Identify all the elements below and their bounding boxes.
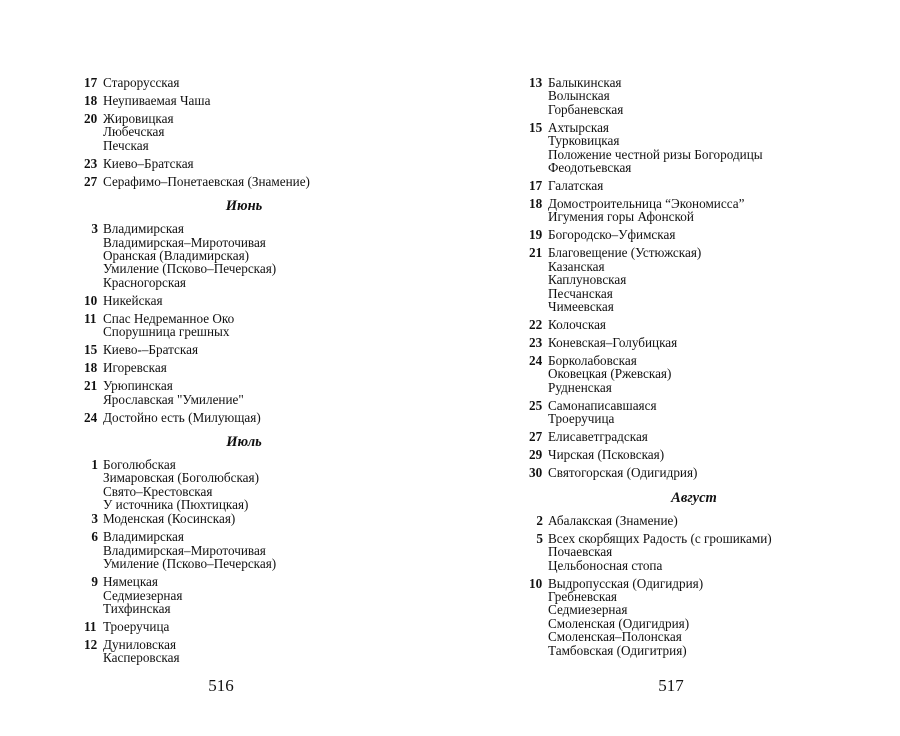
entry-first-line: [529, 179, 859, 192]
entry-first-line: [84, 575, 404, 588]
entry-continuation-line: [529, 148, 859, 161]
entry-first-line: [529, 121, 859, 134]
calendar-entry: [84, 157, 404, 170]
calendar-entry: [529, 318, 859, 331]
icon-name-text: Печская: [103, 137, 149, 153]
day-number: 6: [91, 529, 98, 545]
calendar-entry: [84, 458, 404, 512]
icon-name-text: Турковицкая: [548, 133, 620, 149]
day-number: 2: [536, 512, 543, 528]
calendar-entry: [84, 575, 404, 615]
entry-continuation-line: [529, 545, 859, 558]
calendar-entry: [529, 336, 859, 349]
day-number: 20: [84, 111, 98, 126]
entry-continuation-line: [529, 412, 859, 425]
entry-first-line: [84, 638, 404, 651]
day-number: 11: [84, 618, 97, 634]
entry-first-line: [84, 94, 404, 107]
entry-first-line: [84, 379, 404, 392]
icon-name-text: Богородско–Уфимская: [548, 227, 676, 243]
entry-first-line: [84, 157, 404, 170]
entry-first-line: [529, 532, 859, 545]
right-page: [450, 0, 900, 736]
entry-first-line: [84, 620, 404, 633]
calendar-entry: [529, 399, 859, 426]
icon-name-text: Положение честной ризы Богородицы: [548, 146, 763, 162]
icon-name-text: Елисаветградская: [548, 429, 648, 445]
icon-name-text: Спорушница грешных: [103, 324, 230, 340]
entry-continuation-line: [84, 325, 404, 338]
entry-first-line: [84, 361, 404, 374]
entry-continuation-line: [84, 125, 404, 138]
icon-name-text: Любечская: [103, 124, 165, 140]
icon-name-text: Владимирская: [103, 529, 184, 545]
day-number: 17: [529, 178, 543, 194]
entry-continuation-line: [529, 630, 859, 643]
icon-name-text: Боголюбская: [103, 457, 176, 473]
entry-continuation-line: [84, 276, 404, 289]
icon-name-text: Владимирская–Мироточивая: [103, 234, 266, 250]
icon-name-text: Казанская: [548, 258, 605, 274]
icon-name-text: Игоревская: [103, 360, 167, 376]
entry-continuation-line: [84, 236, 404, 249]
entry-continuation-line: [84, 498, 404, 511]
icon-name-text: Феодотьевская: [548, 160, 632, 176]
entry-continuation-line: [529, 381, 859, 394]
entry-continuation-line: [529, 103, 859, 116]
icon-name-text: Рудненская: [548, 379, 612, 395]
icon-name-text: Спас Недреманное Око: [103, 310, 235, 326]
calendar-entry: [529, 532, 859, 572]
icon-name-text: Абалакская (Знамение): [548, 512, 678, 528]
entry-continuation-line: [529, 300, 859, 313]
entry-first-line: [84, 112, 404, 125]
icon-name-text: Домостроительница “Экономисса”: [548, 196, 745, 212]
icon-name-text: Ярославская "Умиление": [103, 391, 244, 407]
day-number: 27: [529, 429, 543, 445]
entry-continuation-line: [84, 589, 404, 602]
icon-name-text: Красногорская: [103, 274, 186, 290]
day-number: 29: [529, 447, 543, 463]
icon-name-text: Тихфинская: [103, 600, 171, 616]
left-page-column: [84, 76, 404, 669]
calendar-entry: [529, 179, 859, 192]
icon-name-text: Серафимо–Понетаевская (Знамение): [103, 173, 310, 189]
entry-first-line: [529, 577, 859, 590]
calendar-entry: [84, 175, 404, 188]
icon-name-text: Песчанская: [548, 285, 613, 301]
entry-continuation-line: [84, 544, 404, 557]
day-number: 25: [529, 397, 543, 413]
entry-continuation-line: [529, 273, 859, 286]
calendar-entry: [84, 294, 404, 307]
icon-name-text: Седмиезерная: [548, 602, 628, 618]
day-number: 21: [529, 245, 543, 261]
entry-continuation-line: [529, 367, 859, 380]
entry-continuation-line: [529, 134, 859, 147]
entry-continuation-line: [84, 471, 404, 484]
calendar-entry: [529, 354, 859, 394]
calendar-entry: [84, 638, 404, 665]
entry-continuation-line: [84, 393, 404, 406]
icon-name-text: Чимеевская: [548, 299, 614, 315]
entry-continuation-line: [529, 287, 859, 300]
calendar-entry: [84, 343, 404, 356]
day-number: 3: [91, 221, 98, 237]
entry-continuation-line: [84, 557, 404, 570]
day-number: 3: [91, 511, 98, 527]
icon-name-text: Оковецкая (Ржевская): [548, 366, 672, 382]
entry-continuation-line: [84, 485, 404, 498]
icon-name-text: Моденская (Косинская): [103, 511, 236, 527]
day-number: 10: [529, 575, 543, 591]
entry-continuation-line: [529, 210, 859, 223]
icon-name-text: Старорусская: [103, 75, 180, 90]
calendar-entry: [529, 466, 859, 479]
entry-continuation-line: [529, 644, 859, 657]
day-number: 19: [529, 227, 543, 243]
day-number: 27: [84, 173, 98, 189]
entry-continuation-line: [84, 602, 404, 615]
icon-name-text: Никейская: [103, 292, 163, 308]
entry-first-line: [529, 228, 859, 241]
entry-first-line: [529, 354, 859, 367]
icon-name-text: Владимирская: [103, 221, 184, 237]
icon-name-text: Всех скорбящих Радость (с грошиками): [548, 530, 772, 546]
day-number: 21: [84, 378, 98, 394]
icon-name-text: Борколабовская: [548, 353, 637, 369]
icon-name-text: Галатская: [548, 178, 604, 194]
day-number: 30: [529, 465, 543, 481]
icon-name-text: Цельбоносная стопа: [548, 557, 663, 573]
right-page-column: [529, 76, 859, 662]
icon-name-text: Горбаневская: [548, 101, 624, 117]
calendar-entry: [529, 577, 859, 657]
icon-name-text: Владимирская–Мироточивая: [103, 542, 266, 558]
day-number: 17: [84, 75, 98, 90]
month-heading: Август: [671, 489, 717, 506]
icon-name-text: У источника (Пюхтицкая): [103, 497, 249, 513]
day-number: 18: [84, 93, 98, 108]
calendar-entry: [529, 448, 859, 461]
entry-first-line: [84, 530, 404, 543]
entry-first-line: [529, 399, 859, 412]
calendar-entry: [529, 121, 859, 175]
icon-name-text: Нямецкая: [103, 574, 158, 590]
calendar-entry: [529, 514, 859, 527]
icon-name-text: Урюпинская: [103, 378, 173, 394]
entry-first-line: [84, 343, 404, 356]
icon-name-text: Волынская: [548, 88, 610, 104]
day-number: 10: [84, 292, 98, 308]
entry-first-line: [529, 336, 859, 349]
icon-name-text: Троеручица: [548, 411, 615, 427]
entry-continuation-line: [84, 651, 404, 664]
icon-name-text: Коневская–Голубицкая: [548, 335, 678, 351]
entry-first-line: [84, 458, 404, 471]
icon-name-text: Неупиваемая Чаша: [103, 93, 211, 108]
icon-name-text: Свято–Крестовская: [103, 483, 213, 499]
day-number: 23: [529, 335, 543, 351]
icon-name-text: Благовещение (Устюжская): [548, 245, 702, 261]
icon-name-text: Игумения горы Афонской: [548, 209, 694, 225]
calendar-entry: [84, 222, 404, 289]
month-heading: Июль: [226, 434, 262, 451]
calendar-entry: [84, 620, 404, 633]
day-number: 23: [84, 155, 98, 171]
page-number-right: 517: [658, 676, 684, 695]
entry-first-line: [529, 514, 859, 527]
icon-name-text: Почаевская: [548, 544, 613, 560]
day-number: 15: [84, 342, 98, 358]
entry-first-line: [529, 197, 859, 210]
month-heading: Июнь: [225, 198, 263, 215]
day-number: 24: [84, 409, 98, 425]
day-number: 24: [529, 353, 543, 369]
icon-name-text: Достойно есть (Милующая): [103, 409, 261, 425]
entry-continuation-line: [529, 559, 859, 572]
icon-name-text: Колочская: [548, 317, 607, 333]
day-number: 5: [536, 530, 543, 546]
icon-name-text: Смоленская–Полонская: [548, 629, 682, 645]
icon-name-text: Каплуновская: [548, 272, 627, 288]
entry-continuation-line: [529, 617, 859, 630]
entry-first-line: [529, 466, 859, 479]
calendar-entry: [84, 112, 404, 152]
day-number: 11: [84, 310, 97, 326]
entry-continuation-line: [84, 249, 404, 262]
icon-name-text: Касперовская: [103, 650, 180, 666]
entry-continuation-line: [84, 139, 404, 152]
entry-continuation-line: [529, 603, 859, 616]
icon-name-text: Зимаровская (Боголюбская): [103, 470, 259, 486]
icon-name-text: Умиление (Псково–Печерская): [103, 261, 277, 277]
day-number: 15: [529, 119, 543, 135]
calendar-entry: [529, 430, 859, 443]
day-number: 18: [84, 360, 98, 376]
calendar-entry: [84, 411, 404, 424]
icon-name-text: Киево-–Братская: [103, 342, 199, 358]
entry-first-line: [529, 76, 859, 89]
calendar-entry: [84, 530, 404, 570]
icon-name-text: Троеручица: [103, 618, 170, 634]
icon-name-text: Балыкинская: [548, 75, 622, 90]
entry-first-line: [84, 175, 404, 188]
entry-first-line: [84, 411, 404, 424]
icon-name-text: Смоленская (Одигидрия): [548, 615, 690, 631]
calendar-entry: [84, 379, 404, 406]
day-number: 9: [91, 574, 98, 590]
icon-name-text: Оранская (Владимирская): [103, 248, 250, 264]
icon-name-text: Выдропусская (Одигидрия): [548, 575, 704, 591]
entry-first-line: [529, 430, 859, 443]
page-number-left: 516: [208, 676, 234, 695]
day-number: 12: [84, 636, 98, 652]
icon-name-text: Седмиезерная: [103, 587, 183, 603]
calendar-entry: [529, 228, 859, 241]
entry-first-line: [84, 76, 404, 89]
icon-name-text: Дуниловская: [103, 636, 177, 652]
calendar-entry: [529, 197, 859, 224]
entry-continuation-line: [84, 262, 404, 275]
entry-first-line: [84, 222, 404, 235]
calendar-entry: [84, 94, 404, 107]
calendar-entry: [84, 512, 404, 525]
icon-name-text: Тамбовская (Одигитрия): [548, 642, 687, 658]
entry-first-line: [529, 448, 859, 461]
entry-continuation-line: [529, 89, 859, 102]
day-number: 22: [529, 317, 543, 333]
entry-first-line: [84, 312, 404, 325]
icon-name-text: Жировицкая: [103, 111, 174, 126]
calendar-entry: [84, 312, 404, 339]
entry-first-line: [84, 512, 404, 525]
calendar-entry: [529, 76, 859, 116]
icon-name-text: Самонаписавшаяся: [548, 397, 657, 413]
entry-first-line: [529, 246, 859, 259]
entry-continuation-line: [529, 590, 859, 603]
entry-first-line: [529, 318, 859, 331]
calendar-entry: [529, 246, 859, 313]
icon-name-text: Гребневская: [548, 588, 617, 604]
icon-name-text: Святогорская (Одигидрия): [548, 465, 698, 481]
day-number: 18: [529, 196, 543, 212]
day-number: 1: [91, 457, 98, 473]
entry-continuation-line: [529, 260, 859, 273]
day-number: 13: [529, 75, 543, 90]
icon-name-text: Киево–Братская: [103, 155, 194, 171]
icon-name-text: Умиление (Псково–Печерская): [103, 556, 277, 572]
icon-name-text: Ахтырская: [548, 119, 609, 135]
calendar-entry: [84, 76, 404, 89]
icon-name-text: Чирская (Псковская): [548, 447, 665, 463]
entry-first-line: [84, 294, 404, 307]
entry-continuation-line: [529, 161, 859, 174]
calendar-entry: [84, 361, 404, 374]
